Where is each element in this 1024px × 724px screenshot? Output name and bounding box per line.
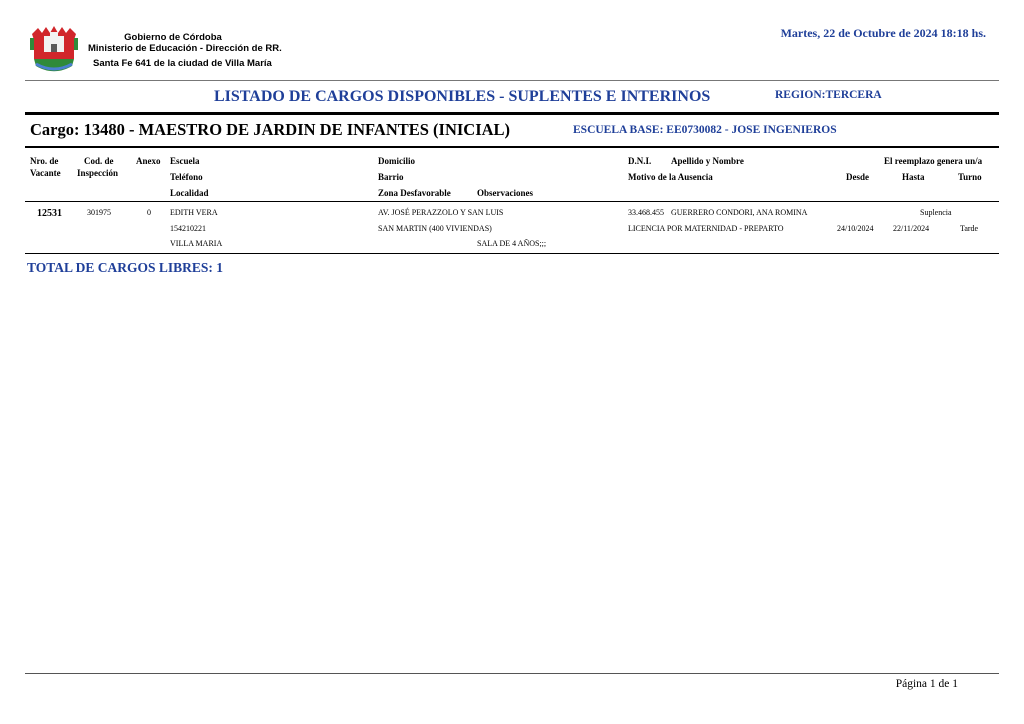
col-escuela: Escuela	[170, 156, 200, 166]
row-cod-inspeccion: 301975	[87, 208, 111, 217]
row-observaciones: SALA DE 4 AÑOS;;;	[477, 239, 547, 248]
header-row-divider	[25, 201, 999, 202]
col-anexo: Anexo	[136, 156, 161, 166]
row-localidad: VILLA MARIA	[170, 239, 223, 248]
col-turno: Turno	[958, 172, 982, 182]
table-end-divider	[25, 253, 999, 254]
row-dni: 33.468.455	[628, 208, 664, 217]
escuela-base: ESCUELA BASE: EE0730082 - JOSE INGENIEROS	[573, 124, 837, 136]
col-localidad: Localidad	[170, 188, 209, 198]
row-desde: 24/10/2024	[837, 224, 874, 233]
report-date: Martes, 22 de Octubre de 2024 18:18 hs.	[780, 26, 986, 40]
col-barrio: Barrio	[378, 172, 404, 182]
col-nro-vacante-2: Vacante	[30, 168, 61, 178]
row-barrio: SAN MARTIN (400 VIVIENDAS)	[378, 224, 492, 233]
col-cod-inspeccion-1: Cod. de	[84, 156, 114, 166]
total-cargos-libres: TOTAL DE CARGOS LIBRES: 1	[27, 260, 224, 275]
row-turno: Tarde	[960, 224, 979, 233]
org-address: Santa Fe 641 de la ciudad de Villa María	[93, 58, 272, 69]
cordoba-coat-of-arms-icon	[28, 24, 80, 78]
cargo-heading: Cargo: 13480 - MAESTRO DE JARDIN DE INFANTES (INICIAL)	[30, 120, 511, 139]
row-motivo: LICENCIA POR MATERNIDAD - PREPARTO	[628, 224, 784, 233]
col-domicilio: Domicilio	[378, 156, 415, 166]
row-escuela: EDITH VERA	[170, 208, 218, 217]
row-domicilio: AV. JOSÉ PERAZZOLO Y SAN LUIS	[378, 208, 504, 217]
col-cod-inspeccion-2: Inspección	[77, 168, 119, 178]
row-hasta: 22/11/2024	[893, 224, 930, 233]
cargo-divider	[25, 146, 999, 148]
col-hasta: Hasta	[902, 172, 925, 182]
row-apellido-nombre: GUERRERO CONDORI, ANA ROMINA	[671, 208, 808, 217]
row-reemplazo: Suplencia	[920, 208, 952, 217]
col-reemplazo: El reemplazo genera un/a	[884, 156, 983, 166]
org-name: Gobierno de Córdoba	[124, 32, 222, 43]
col-nro-vacante-1: Nro. de	[30, 156, 59, 166]
region-label: REGION:TERCERA	[775, 89, 882, 101]
header-divider	[25, 80, 999, 81]
page-number: Página 1 de 1	[895, 678, 958, 690]
col-motivo: Motivo de la Ausencia	[628, 172, 713, 182]
row-telefono: 154210221	[170, 224, 206, 233]
row-nro-vacante: 12531	[37, 208, 62, 219]
col-dni: D.N.I.	[628, 156, 652, 166]
footer-divider	[25, 673, 999, 674]
col-telefono: Teléfono	[170, 172, 203, 182]
col-zona: Zona Desfavorable	[378, 188, 451, 198]
page-title: LISTADO DE CARGOS DISPONIBLES - SUPLENTES E INTERINOS	[214, 88, 711, 105]
col-observaciones: Observaciones	[477, 188, 533, 198]
col-apellido-nombre: Apellido y Nombre	[671, 156, 744, 166]
row-anexo: 0	[147, 208, 151, 217]
title-divider	[25, 112, 999, 115]
col-desde: Desde	[846, 172, 869, 182]
org-ministry: Ministerio de Educación - Dirección de RR.	[88, 43, 282, 54]
